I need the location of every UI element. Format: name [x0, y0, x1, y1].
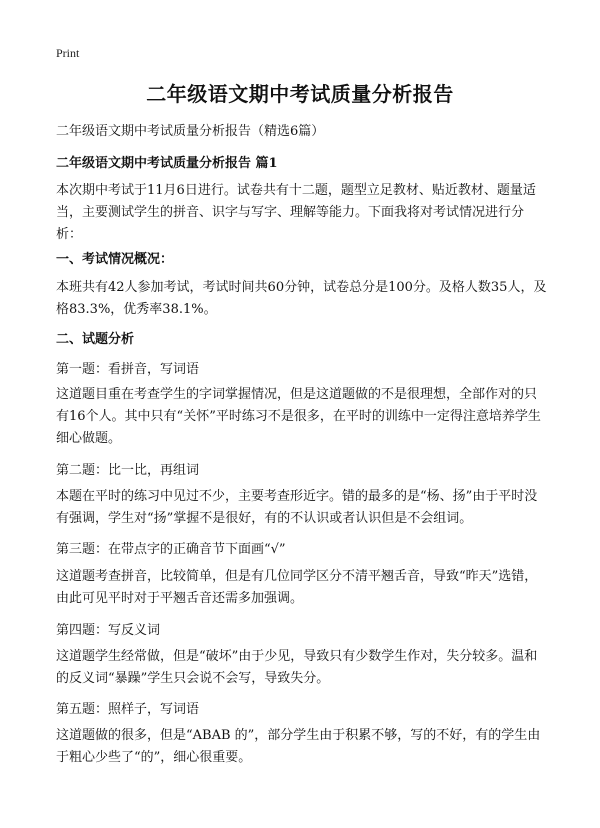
question2-label: 第二题：比一比，再组词 — [56, 463, 200, 478]
section2-heading: 二、试题分析 — [56, 332, 135, 347]
question4-label: 第四题：写反义词 — [56, 623, 161, 638]
question1-paragraph: 这道题目重在考查学生的字词掌握情况，但是这道题做的不是很理想，全部作对的只有16个人。其中只有“关怀”平时练习不是很多，在平时的训练中一定得注意培养学生细心做题。 — [56, 387, 541, 446]
question3-paragraph: 这道题考查拼音，比较简单，但是有几位同学区分不清平翘舌音，导致“昨天”选错，由此可见平时对于平翘舌音还需多加强调。 — [56, 569, 538, 606]
subtitle: 二年级语文期中考试质量分析报告（精选6篇） — [56, 124, 325, 139]
question5-paragraph: 这道题做的很多，但是“ABAB 的”，部分学生由于积累不够，写的不好，有的学生由于粗心少些了“的”，细心很重要。 — [56, 728, 541, 765]
question5-label: 第五题：照样子，写词语 — [56, 702, 200, 717]
print-link[interactable]: Print — [56, 46, 80, 60]
article-heading: 二年级语文期中考试质量分析报告 篇1 — [56, 156, 278, 171]
section1-paragraph: 本班共有42人参加考试，考试时间共60分钟，试卷总分是100分。及格人数35人，及格83.3%，优秀率38.1%。 — [56, 280, 547, 317]
question4-paragraph: 这道题学生经常做，但是“破坏”由于少见，导致只有少数学生作对，失分较多。温和的反义词“暴躁”学生只会说不会写，导致失分。 — [56, 649, 538, 686]
page-title: 二年级语文期中考试质量分析报告 — [146, 82, 454, 106]
question1-label: 第一题：看拼音，写词语 — [56, 362, 200, 377]
section1-heading: 一、考试情况概况： — [56, 252, 174, 267]
question3-label: 第三题：在带点字的正确音节下面画“√” — [56, 542, 286, 557]
intro-paragraph: 本次期中考试于11月6日进行。试卷共有十二题，题型立足教材、贴近教材、题量适当，主要测试学生的拼音、识字与写字、理解等能力。下面我将对考试情况进行分析： — [56, 183, 536, 242]
question2-paragraph: 本题在平时的练习中见过不少，主要考查形近字。错的最多的是“杨、扬”由于平时没有强调，学生对“扬”掌握不是很好，有的不认识或者认识但是不会组词。 — [56, 489, 538, 526]
